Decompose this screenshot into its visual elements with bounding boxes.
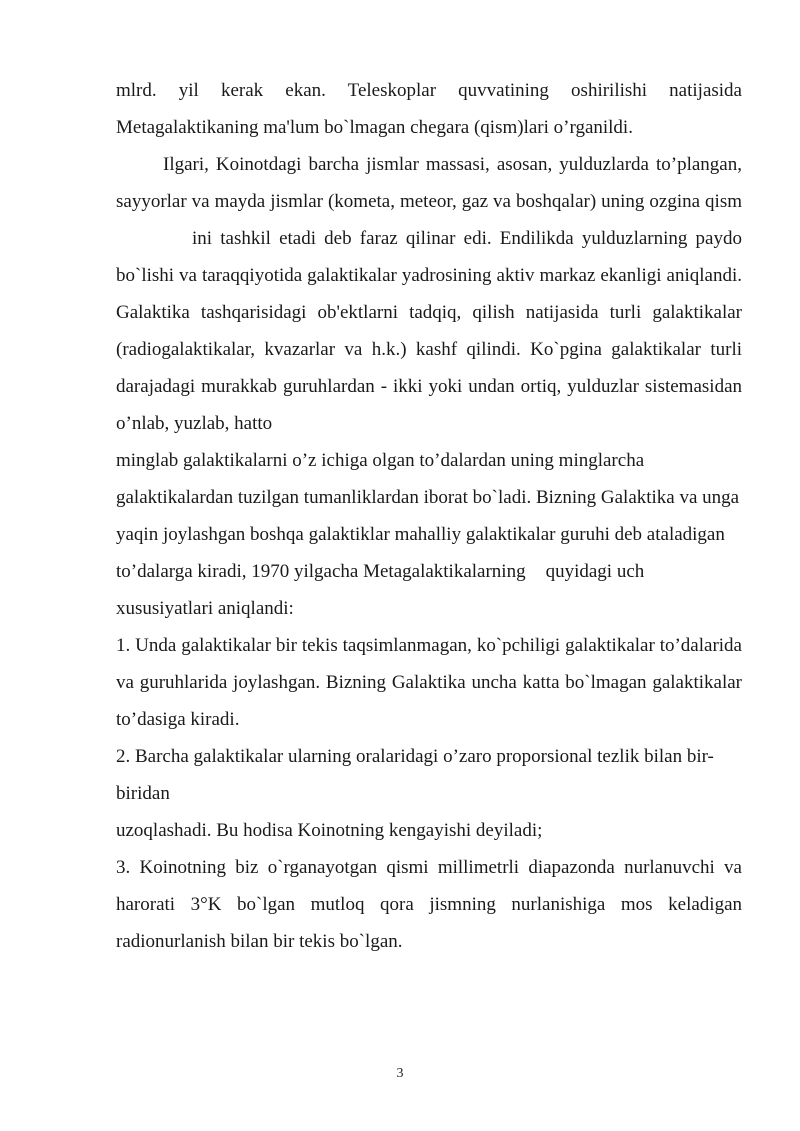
list-item-3: 3. Koinotning biz o`rganayotgan qismi millimetrli diapazonda nurlanuvchi va harorati 3°K bo`lgan mutloq qora jismning nurlanishiga mos keladigan radionurlanish bilan bir tekis bo`lgan. [116, 857, 742, 952]
paragraph-2 [116, 146, 742, 442]
paragraph-3-part-b: quyidagi uch xususiyatlari aniqlandi: [116, 561, 645, 619]
paragraph-2-part-a: Ilgari, Koinotdagi barcha jismlar massasi, asosan, yulduzlarda to’plangan, sayyorlar va mayda jismlar (kometa, meteor, gaz va boshqalar) uning ozgina qism [116, 154, 742, 212]
page-body [116, 72, 742, 960]
paragraph-3-part-a: minglab galaktikalarni o’z ichiga olgan to’dalardan uning minglarcha galaktikalardan tuzilgan tumanliklardan iborat bo`ladi. Bizning Galaktika va unga yaqin joylashgan boshqa galaktiklar mahalliy galaktikalar guruhi deb ataladigan to’dalarga kiradi, 1970 yilgacha Metagalaktikalarning [116, 450, 740, 582]
paragraph-2-part-b: ini tashkil etadi deb faraz qilinar edi. Endilikda yulduzlarning paydo bo`lishi va taraqqiyotida galaktikalar yadrosining aktiv markaz ekanligi aniqlandi. Galaktika tashqarisidagi ob'ektlarni tadqiq, qilish natijasida turli galaktikalar (radiogalaktikalar, kvazarlar va h.k.) kashf qilindi. Ko`pgina galaktikalar turli darajadagi murakkab guruhlardan - ikki yoki undan ortiq, yulduzlar sistemasidan o’nlab, yuzlab, hatto [116, 228, 742, 434]
page-number: 3 [396, 1066, 404, 1081]
list-item-2: 2. Barcha galaktikalar ularning oralaridagi o’zaro proporsional tezlik bilan bir-biridan [116, 746, 714, 804]
paragraph-3 [116, 442, 742, 627]
list-item-2-continued: uzoqlashadi. Bu hodisa Koinotning kengayishi deyiladi; [116, 820, 543, 841]
list-item-1: 1. Unda galaktikalar bir tekis taqsimlanmagan, ko`pchiligi galaktikalar to’dalarida va guruhlarida joylashgan. Bizning Galaktika uncha katta bo`lmagan galaktikalar to’dasiga kiradi. [116, 635, 742, 730]
paragraph-1: mlrd. yil kerak ekan. Teleskoplar quvvatining oshirilishi natijasida Metagalaktikaning ma'lum bo`lmagan chegara (qism)lari o’rganildi. [116, 80, 742, 138]
